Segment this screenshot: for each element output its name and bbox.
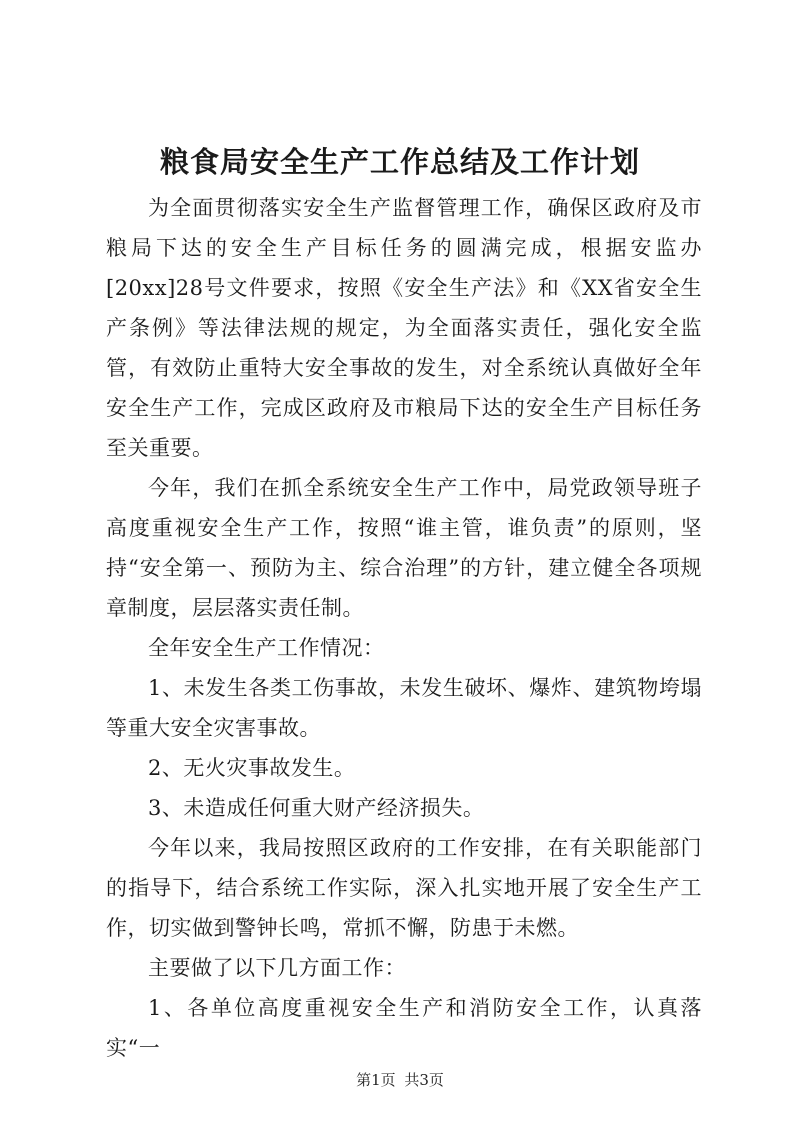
- document-body: [106, 188, 702, 1068]
- document-title: 粮食局安全生产工作总结及工作计划: [159, 145, 640, 179]
- paragraph-item-1: 1、未发生各类工伤事故，未发生破坏、爆炸、建筑物垮塌等重大安全灾害事故。: [106, 676, 702, 740]
- paragraph-work-item-1: 1、各单位高度重视安全生产和消防安全工作，认真落实“一: [106, 996, 702, 1060]
- paragraph-main-work-heading: 主要做了以下几方面工作：: [148, 956, 406, 980]
- paragraph-since-this-year: 今年以来，我局按照区政府的工作安排，在有关职能部门的指导下，结合系统工作实际，深入扎实地开展了安全生产工作，切实做到警钟长鸣，常抓不懈，防患于未燃。: [106, 836, 702, 940]
- paragraph-intro: 为全面贯彻落实安全生产监督管理工作，确保区政府及市粮局下达的安全生产目标任务的圆满完成，根据安监办[20xx]28号文件要求，按照《安全生产法》和《XX省安全生产条例》等法律法规的规定，为全面落实责任，强化安全监管，有效防止重特大安全事故的发生，对全系统认真做好全年安全生产工作，完成区政府及市粮局下达的安全生产目标任务至关重要。: [106, 196, 702, 460]
- page-number-footer: 第1页 共3页: [356, 1071, 444, 1089]
- paragraph-annual-situation-heading: 全年安全生产工作情况：: [148, 636, 385, 660]
- paragraph-item-3: 3、未造成任何重大财产经济损失。: [148, 796, 485, 820]
- paragraph-item-2: 2、无火灾事故发生。: [148, 756, 356, 780]
- paragraph-this-year: 今年，我们在抓全系统安全生产工作中，局党政领导班子高度重视安全生产工作，按照“谁主管，谁负责”的原则，坚持“安全第一、预防为主、综合治理”的方针，建立健全各项规章制度，层层落实责任制。: [106, 476, 702, 620]
